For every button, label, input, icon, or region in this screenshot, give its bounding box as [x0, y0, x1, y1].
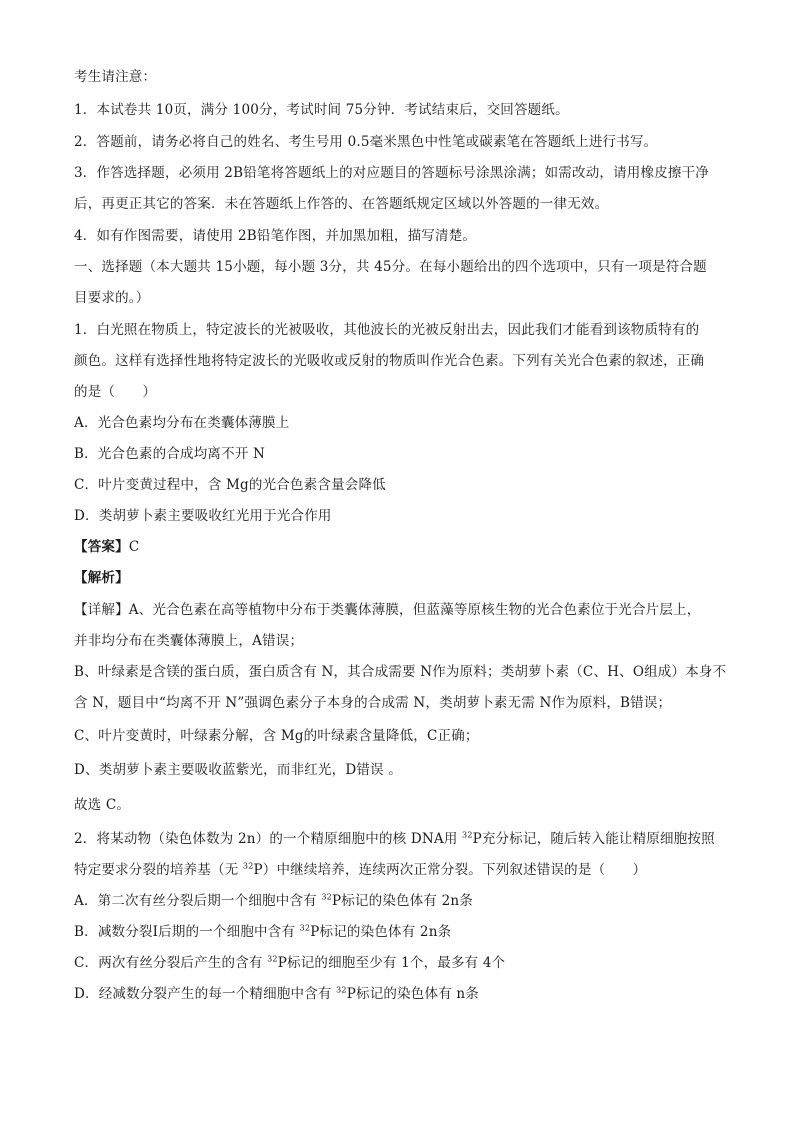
notice-item-2: 2．答题前，请务必将自己的姓名、考生号用 0.5毫米黑色中性笔或碳素笔在答题纸上进行书写。 [74, 134, 658, 150]
notice-item-3-cont: 后，再更正其它的答案．未在答题纸上作答的、在答题纸规定区域以外答题的一律无效。 [74, 196, 609, 212]
answer-value: C [128, 539, 140, 555]
q2-stem-1b: P充分标记，随后转入能让精原细胞按照 [472, 831, 715, 847]
q2-stem-2a: 特定要求分裂的培养基（无 [74, 862, 243, 878]
q1-stem-line-3: 的是（ ） [74, 384, 157, 400]
q2-option-d-text: D．经减数分裂产生的每一个精细胞中含有 [74, 986, 337, 1002]
q1-option-a: A．光合色素均分布在类囊体薄膜上 [74, 415, 290, 431]
q1-conclusion: 故选 C。 [74, 797, 131, 813]
superscript-32: 32 [321, 892, 332, 902]
q1-detail-1-cont: 并非均分布在类囊体薄膜上，A错误； [74, 633, 304, 649]
q2-option-d-rest: P标记的染色体有 n条 [346, 986, 479, 1002]
q2-stem-line-2 [74, 860, 724, 880]
q2-option-c-rest: P标记的细胞至少有 1个，最多有 4个 [277, 955, 506, 971]
q1-detail-2: B、叶绿素是含镁的蛋白质，蛋白质含有 N，其合成需要 N作为原料；类胡萝卜素（C、H、O组成）本身不 [74, 664, 727, 680]
q2-option-b-text: B．减数分裂Ⅰ后期的一个细胞中含有 [74, 924, 300, 940]
q1-analysis-label: 【解析】 [74, 570, 129, 586]
q1-stem-line-2: 颜色。这样有选择性地将特定波长的光吸收或反射的物质叫作光合色素。下列有关光合色素的叙述，正确 [74, 353, 705, 369]
q1-stem-line-1: 1．白光照在物质上，特定波长的光被吸收，其他波长的光被反射出去，因此我们才能看到该物质特有的 [74, 322, 700, 338]
superscript-32: 32 [336, 985, 347, 995]
notice-item-3: 3．作答选择题，必须用 2B铅笔将答题纸上的对应题目的答题标号涂黑涂满；如需改动，请用橡皮擦干净 [74, 165, 709, 181]
superscript-32: 32 [267, 954, 278, 964]
section-heading-cont: 目要求的。） [74, 290, 150, 306]
notice-item-1: 1．本试卷共 10页，满分 100分，考试时间 75分钟．考试结束后，交回答题纸。 [74, 102, 569, 118]
q2-option-d [74, 984, 724, 1004]
superscript-32: 32 [242, 861, 254, 871]
q2-stem-2b: P）中继续培养，连续两次正常分裂。下列叙述错误的是（ ） [253, 862, 647, 878]
section-heading: 一、选择题（本大题共 15小题，每小题 3分，共 45分。在每小题给出的四个选项中，只有一项是符合题 [74, 259, 707, 275]
q2-stem-line-1 [74, 829, 724, 849]
q1-detail-2-cont: 含 N，题目中“均离不开 N”强调色素分子本身的合成需 N，类胡萝卜素无需 N作为原料，B错误； [74, 695, 672, 711]
q1-option-d: D．类胡萝卜素主要吸收红光用于光合作用 [74, 508, 332, 524]
q2-stem-1a: 2．将某动物（染色体数为 2n）的一个精原细胞中的核 DNA用 [74, 831, 463, 847]
q2-option-a [74, 891, 724, 911]
superscript-32: 32 [299, 923, 311, 933]
notice-heading: 考生请注意： [74, 69, 157, 85]
q2-option-b [74, 922, 724, 942]
q2-option-b-rest: P标记的染色体有 2n条 [310, 924, 452, 940]
q1-option-b: B．光合色素的合成均离不开 N [74, 446, 266, 462]
superscript-32: 32 [462, 830, 473, 840]
notice-item-4: 4．如有作图需要，请使用 2B铅笔作图，并加黑加粗，描写清楚。 [74, 228, 477, 244]
q1-option-c: C．叶片变黄过程中，含 Mg的光合色素含量会降低 [74, 477, 386, 493]
q2-option-a-rest: P标记的染色体有 2n条 [331, 893, 473, 909]
q1-detail-1: 【详解】A、光合色素在高等植物中分布于类囊体薄膜，但蓝藻等原核生物的光合色素位于光合片层上， [74, 602, 701, 618]
q1-detail-3: C、叶片变黄时，叶绿素分解，含 Mg的叶绿素含量降低，C正确； [74, 728, 479, 744]
q2-option-c [74, 953, 724, 973]
answer-label: 【答案】 [74, 539, 129, 555]
q2-option-a-text: A．第二次有丝分裂后期一个细胞中含有 [74, 893, 322, 909]
q1-answer [74, 537, 724, 557]
q1-detail-4: D、类胡萝卜素主要吸收蓝紫光，而非红光，D错误 。 [74, 762, 402, 778]
q2-option-c-text: C．两次有丝分裂后产生的含有 [74, 955, 268, 971]
